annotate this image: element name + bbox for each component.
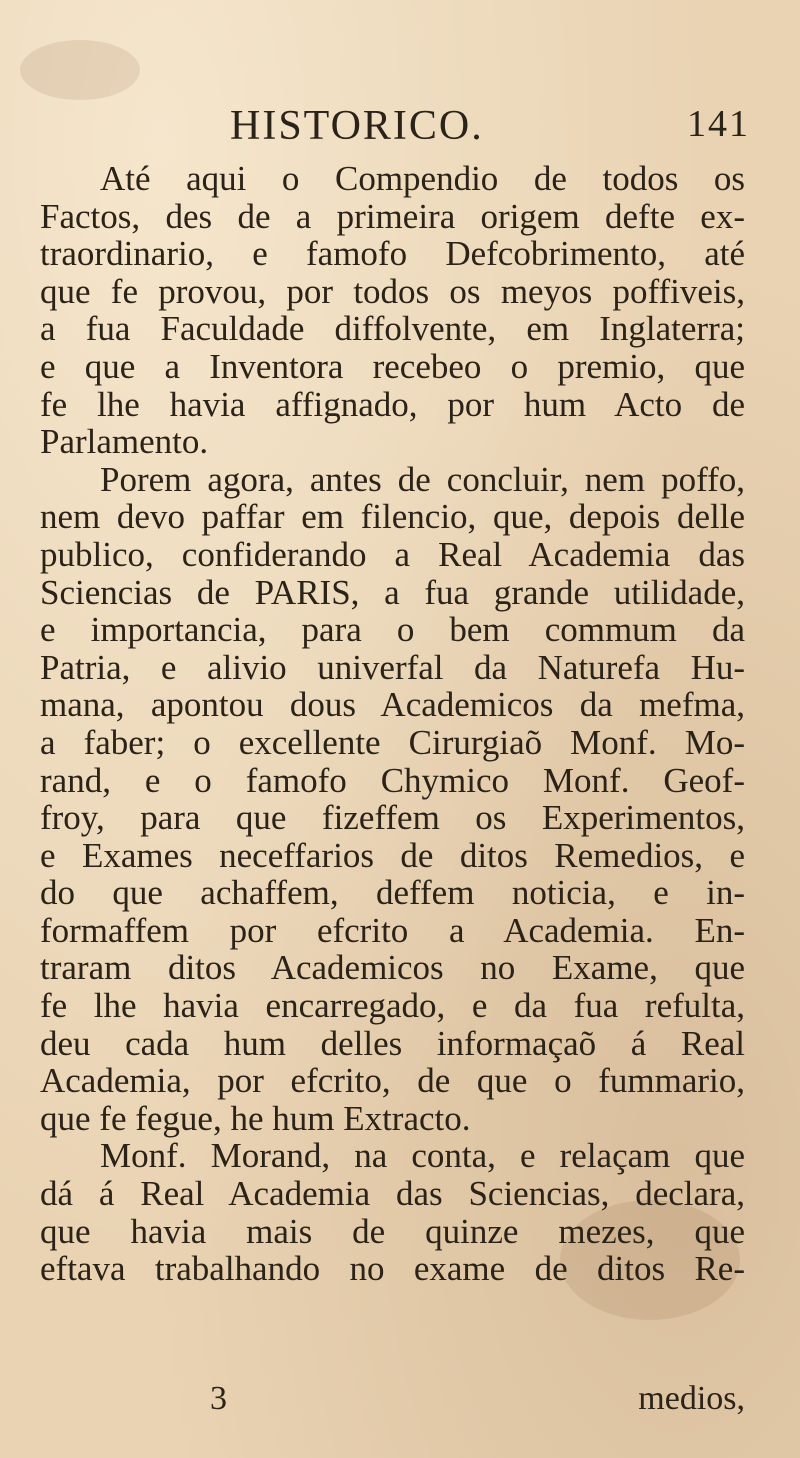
text-line: froy, para que fizeffem os Experimentos, bbox=[40, 798, 745, 838]
text-line: Parlamento. bbox=[40, 422, 209, 462]
text-line: Patria, e alivio univerfal da Naturefa Hu- bbox=[40, 647, 745, 687]
text-line: Porem agora, antes de concluir, nem poffo, bbox=[100, 459, 745, 499]
text-line: e que a Inventora recebeo o premio, que bbox=[40, 346, 745, 386]
paper-stain bbox=[20, 40, 140, 100]
text-line: do que achaffem, deffem noticia, e in- bbox=[40, 873, 745, 913]
text-line: traram ditos Academicos no Exame, que bbox=[40, 948, 745, 988]
signature-mark: 3 bbox=[210, 1380, 227, 1417]
page-number: 141 bbox=[687, 103, 750, 145]
text-line: fe lhe havia affignado, por hum Acto de bbox=[40, 384, 745, 424]
text-line: e importancia, para o bem commum da bbox=[40, 610, 745, 650]
text-line: a fua Faculdade diffolvente, em Inglaterra; bbox=[40, 309, 745, 349]
text-line: nem devo paffar em filencio, que, depois delle bbox=[40, 497, 745, 537]
text-line: Academia, por efcrito, de que o fummario, bbox=[40, 1061, 745, 1101]
catchword: medios, bbox=[638, 1380, 745, 1417]
text-line: deu cada hum delles informaçaõ á Real bbox=[40, 1023, 745, 1063]
text-line: rand, e o famofo Chymico Monf. Geof- bbox=[40, 760, 745, 800]
text-line: Até aqui o Compendio de todos os bbox=[100, 159, 745, 198]
text-line: a faber; o excellente Cirurgiaõ Monf. Mo- bbox=[40, 722, 745, 762]
text-line: formaffem por efcrito a Academia. En- bbox=[40, 910, 745, 950]
text-line: Sciencias de PARIS, a fua grande utilidade, bbox=[40, 572, 745, 612]
text-line: fe lhe havia encarregado, e da fua refulta, bbox=[40, 986, 745, 1026]
text-line: publico, confiderando a Real Academia das bbox=[40, 534, 745, 574]
running-head: HISTORICO. bbox=[230, 103, 484, 149]
text-line: Monf. Morand, na conta, e relaçam que bbox=[100, 1136, 745, 1176]
text-line: que fe provou, por todos os meyos poffiveis, bbox=[40, 271, 745, 311]
page-header bbox=[230, 102, 750, 154]
text-line: e Exames neceffarios de ditos Remedios, e bbox=[40, 835, 745, 875]
text-line: que fe fegue, he hum Extracto. bbox=[40, 1098, 471, 1138]
text-line: eftava trabalhando no exame de ditos Re- bbox=[40, 1249, 745, 1289]
text-line: traordinario, e famofo Defcobrimento, até bbox=[40, 234, 745, 274]
body-text bbox=[40, 160, 745, 1288]
page-footer bbox=[40, 1380, 745, 1424]
text-line: mana, apontou dous Academicos da mefma, bbox=[40, 685, 745, 725]
text-line: dá á Real Academia das Sciencias, declara, bbox=[40, 1174, 745, 1214]
text-line: que havia mais de quinze mezes, que bbox=[40, 1211, 745, 1251]
text-line: Factos, des de a primeira origem defte ex- bbox=[40, 196, 745, 236]
